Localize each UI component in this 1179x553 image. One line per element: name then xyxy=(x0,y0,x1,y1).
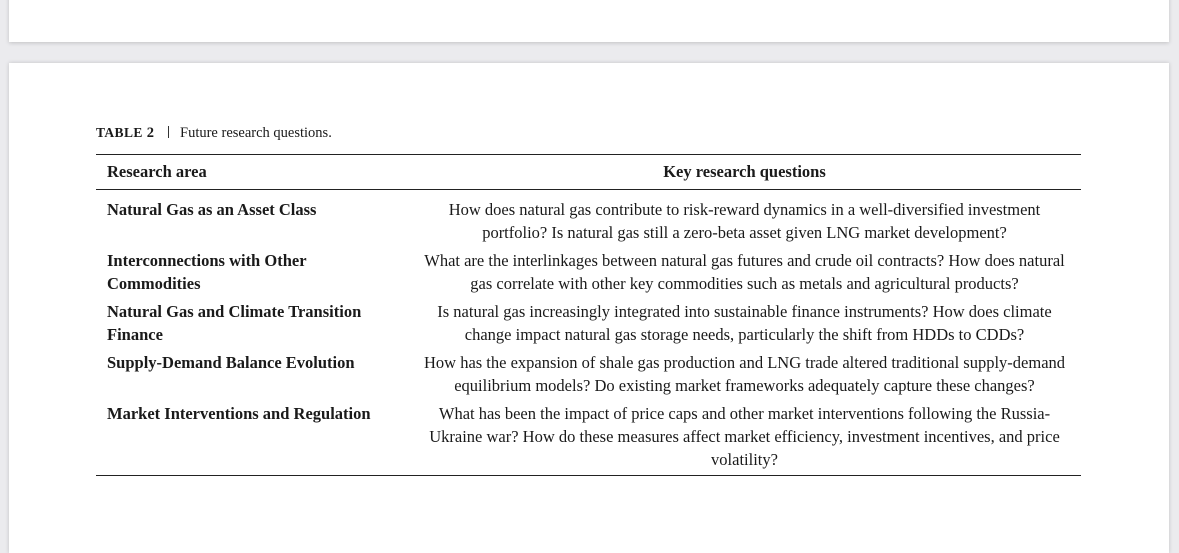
caption-separator xyxy=(168,126,169,138)
table-row xyxy=(96,249,1081,300)
previous-page xyxy=(9,0,1169,42)
research-questions-cell: What are the interlinkages between natural gas futures and crude oil contracts? How does natural gas correlate with other key commodities such as metals and agricultural products? xyxy=(424,251,1065,293)
table-row xyxy=(96,190,1081,250)
research-questions-cell: How does natural gas contribute to risk-reward dynamics in a well-diversified investment portfolio? Is natural gas still a zero-beta asset given LNG market development? xyxy=(448,200,1041,242)
research-area-cell: Market Interventions and Regulation xyxy=(96,402,407,476)
table-row xyxy=(96,300,1081,351)
table-row xyxy=(96,351,1081,402)
table-number: 2 xyxy=(146,125,155,141)
table-title: Future research questions. xyxy=(180,125,332,141)
table-row xyxy=(96,402,1081,476)
research-area-cell: Interconnections with Other Commodities xyxy=(107,251,307,293)
research-area-cell: Natural Gas as an Asset Class xyxy=(107,200,317,219)
research-table xyxy=(96,154,1081,476)
header-research-area: Research area xyxy=(96,155,407,190)
document-page xyxy=(9,63,1169,553)
table-caption xyxy=(96,125,332,142)
header-key-questions: Key research questions xyxy=(407,155,1081,190)
research-questions-cell: Is natural gas increasingly integrated into sustainable finance instruments? How does climate change impact natural gas storage needs, particularly the shift from HDDs to CDDs? xyxy=(437,302,1052,344)
research-questions-cell: What has been the impact of price caps and other market interventions following the Russia-Ukraine war? How do these measures affect market efficiency, investment incentives, and price volatility? xyxy=(407,402,1081,476)
table-label: TABLE xyxy=(96,125,143,140)
research-area-cell: Supply-Demand Balance Evolution xyxy=(107,353,355,372)
research-area-cell: Natural Gas and Climate Transition Finance xyxy=(107,302,362,344)
research-questions-cell: How has the expansion of shale gas production and LNG trade altered traditional supply-demand equilibrium models? Do existing market frameworks adequately capture these changes? xyxy=(423,353,1066,395)
table-header-row xyxy=(96,155,1081,190)
